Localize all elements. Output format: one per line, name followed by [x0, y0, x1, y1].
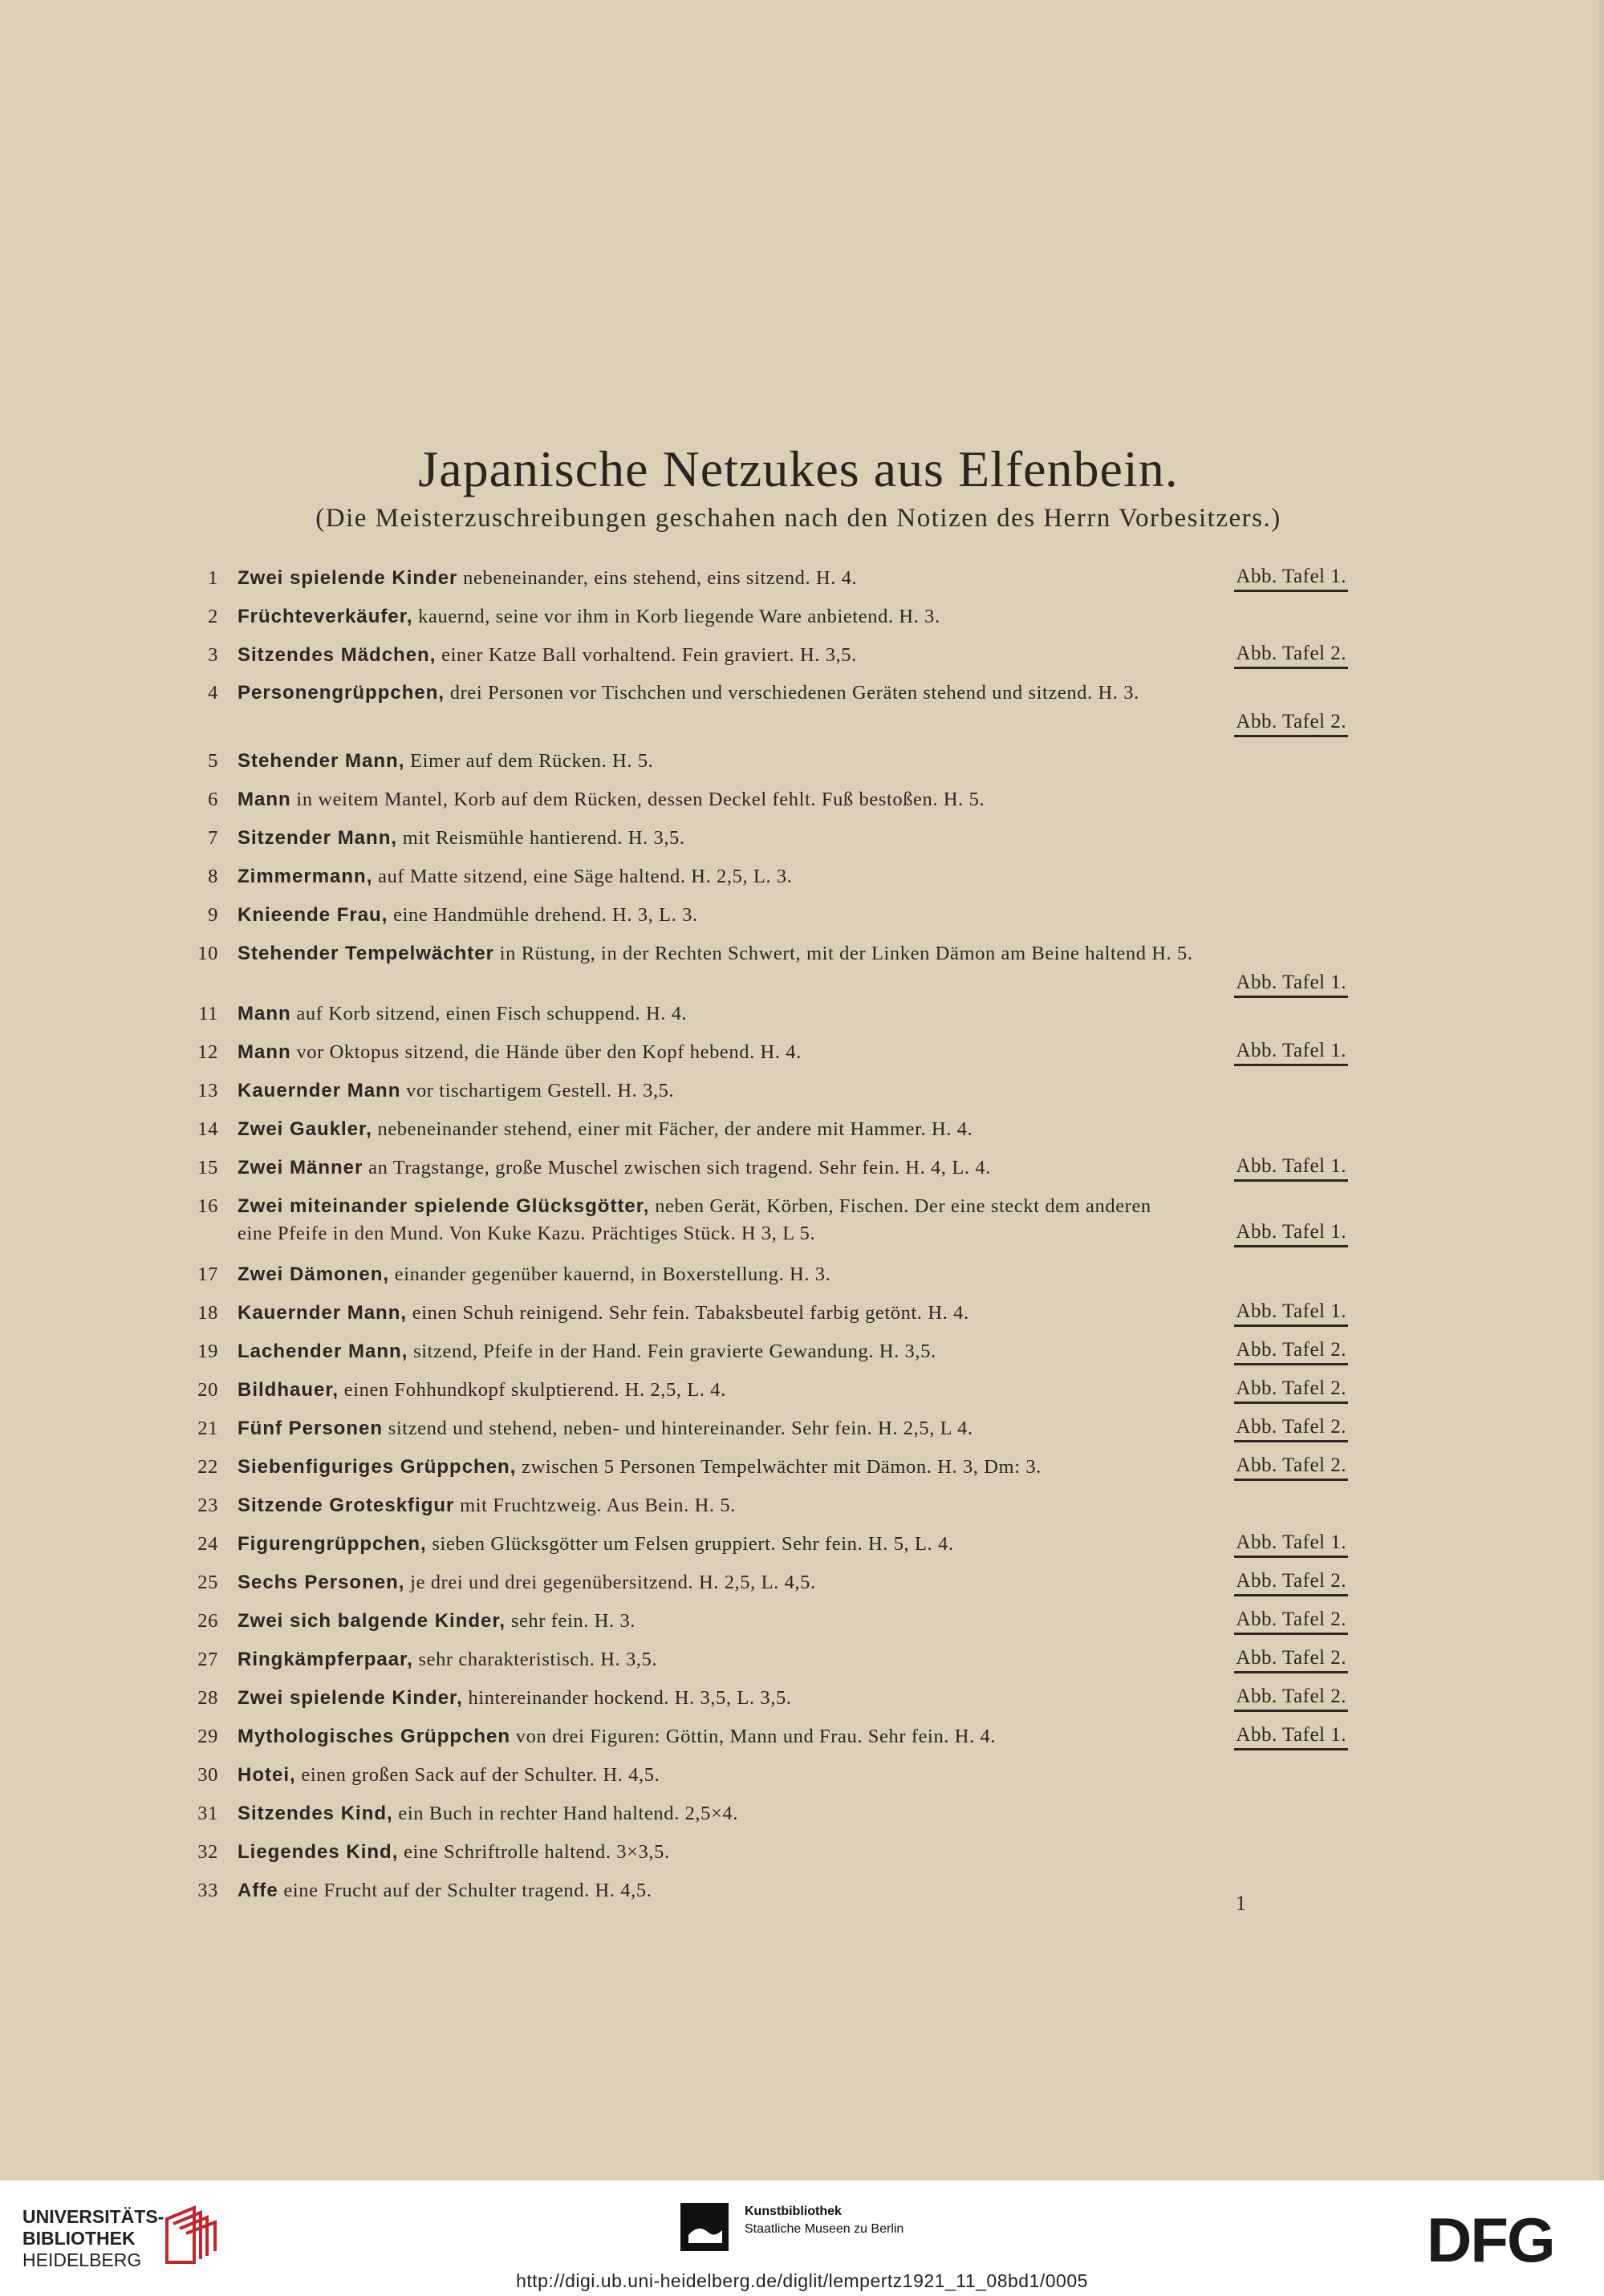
plate-reference: Abb. Tafel 1. [1234, 1724, 1348, 1750]
entry-description: nebeneinander stehend, einer mit Fächer, der andere mit Hammer. H. 4. [377, 1118, 973, 1140]
entry-name: Kauernder Mann, [238, 1302, 408, 1324]
viewer-footer [0, 2180, 1604, 2296]
plate-reference: Abb. Tafel 1. [1234, 1531, 1348, 1558]
plate-reference: Abb. Tafel 1. [1234, 1040, 1348, 1066]
entry-number: 5 [208, 750, 218, 772]
entry-description: von drei Figuren: Göttin, Mann und Frau. Sehr fein. H. 4. [515, 1726, 997, 1747]
entry-name: Sechs Personen, [238, 1572, 405, 1593]
entry-text [238, 941, 1393, 967]
entry-name: Bildhauer, [238, 1379, 339, 1401]
permalink-url[interactable]: http://digi.ub.uni-heidelberg.de/diglit/lempertz1921_11_08bd1/0005 [516, 2270, 1088, 2291]
entry-text [238, 1608, 1393, 1634]
entry-description: einen Schuh reinigend. Sehr fein. Tabaksbeutel farbig getönt. H. 4. [412, 1302, 969, 1324]
entry-text [238, 1416, 1393, 1442]
kb-line-2: Staatliche Museen zu Berlin [745, 2222, 904, 2236]
entry-text [238, 1801, 1393, 1827]
entry-name: Stehender Tempelwächter [238, 943, 494, 964]
entry-name: Fünf Personen [238, 1418, 384, 1439]
entry-description: sitzend, Pfeife in der Hand. Fein gravierte Gewandung. H. 3,5. [413, 1341, 936, 1362]
entry-description: sitzend und stehend, neben- und hintereinander. Sehr fein. H. 2,5, L 4. [388, 1418, 973, 1439]
entry-text [238, 1647, 1393, 1673]
plate-reference: Abb. Tafel 2. [1234, 1377, 1348, 1404]
entry-number: 20 [197, 1379, 218, 1401]
plate-reference: Abb. Tafel 2. [1234, 1570, 1348, 1596]
plate-reference: Abb. Tafel 2. [1234, 711, 1348, 737]
entry-description: an Tragstange, große Muschel zwischen sich tragend. Sehr fein. H. 4, L. 4. [368, 1157, 991, 1178]
dfg-logo[interactable]: DFG [1427, 2205, 1554, 2275]
entry-name: Zwei Dämonen, [238, 1264, 390, 1285]
entry-text [238, 1570, 1393, 1596]
plate-reference: Abb. Tafel 2. [1234, 1339, 1348, 1365]
entry-description: je drei und drei gegenübersitzend. H. 2,5, L. 4,5. [410, 1572, 816, 1593]
entry-description: vor tischartigem Gestell. H. 3,5. [406, 1080, 675, 1101]
page-number: 1 [1236, 1892, 1246, 1915]
entry-number: 10 [197, 943, 218, 964]
plate-reference: Abb. Tafel 1. [1234, 1155, 1348, 1182]
entry-name: Zwei Gaukler, [238, 1118, 372, 1140]
entry-text [238, 1531, 1393, 1557]
entry-description: in Rüstung, in der Rechten Schwert, mit der Linken Dämon am Beine haltend H. 5. [499, 943, 1193, 964]
entry-description: nebeneinander, eins stehend, eins sitzend. H. 4. [463, 567, 858, 589]
kunstbibliothek-label [745, 2203, 904, 2238]
entry-text [238, 604, 1393, 630]
entry-name: Zwei miteinander spielende Glücksgötter, [238, 1195, 650, 1217]
entry-number: 30 [197, 1764, 218, 1786]
entry-text [238, 1840, 1393, 1865]
entry-number: 19 [197, 1341, 218, 1362]
entry-name: Früchteverkäufer, [238, 606, 413, 627]
entry-number: 33 [197, 1880, 218, 1901]
entry-description: eine Schriftrolle haltend. 3×3,5. [404, 1841, 670, 1863]
entry-name: Siebenfiguriges Grüppchen, [238, 1456, 517, 1478]
entry-description: in weitem Mantel, Korb auf dem Rücken, dessen Deckel fehlt. Fuß bestoßen. H. 5. [296, 789, 985, 810]
plate-reference: Abb. Tafel 2. [1234, 1454, 1348, 1481]
plate-reference: Abb. Tafel 2. [1234, 1685, 1348, 1712]
entry-text [238, 1878, 1393, 1904]
entry-description: eine Frucht auf der Schulter tragend. H. 4,5. [283, 1880, 652, 1901]
entry-number: 27 [197, 1649, 218, 1670]
entry-text [238, 680, 1393, 706]
entry-text [238, 566, 1393, 591]
entry-number: 15 [197, 1157, 218, 1178]
entry-number: 32 [197, 1841, 218, 1863]
entry-text [238, 1763, 1393, 1788]
entry-text [238, 1262, 1393, 1288]
entry-text [238, 1194, 1393, 1219]
entry-number: 28 [197, 1687, 218, 1709]
entry-name: Mann [238, 789, 291, 810]
entry-number: 25 [197, 1572, 218, 1593]
uni-logo-line-2: BIBLIOTHEK [22, 2228, 136, 2249]
entry-description: mit Reismühle hantierend. H. 3,5. [402, 827, 685, 849]
entry-text [238, 1493, 1393, 1519]
entry-text [238, 1300, 1393, 1326]
entry-name: Zwei spielende Kinder [238, 567, 458, 589]
entry-name: Hotei, [238, 1764, 296, 1786]
plate-reference: Abb. Tafel 2. [1234, 1647, 1348, 1673]
entry-text [238, 1454, 1393, 1480]
entry-description: sieben Glücksgötter um Felsen gruppiert. Sehr fein. H. 5, L. 4. [432, 1533, 954, 1555]
entry-number: 3 [208, 644, 218, 666]
entry-name: Mann [238, 1003, 291, 1024]
entry-name: Figurengrüppchen, [238, 1533, 427, 1555]
plate-reference: Abb. Tafel 1. [1234, 972, 1348, 998]
entry-name: Zwei Männer [238, 1157, 363, 1178]
entry-description: ein Buch in rechter Hand haltend. 2,5×4. [398, 1803, 738, 1824]
entry-name: Sitzendes Mädchen, [238, 644, 437, 666]
entry-number: 22 [197, 1456, 218, 1478]
entry-name: Knieende Frau, [238, 904, 388, 926]
entry-name: Ringkämpferpaar, [238, 1649, 413, 1670]
entry-number: 14 [197, 1118, 218, 1140]
entry-name: Mythologisches Grüppchen [238, 1726, 511, 1747]
plate-reference: Abb. Tafel 1. [1234, 1221, 1348, 1247]
entry-text [238, 1001, 1393, 1027]
entry-name: Zwei spielende Kinder, [238, 1687, 463, 1709]
entry-number: 6 [208, 789, 218, 810]
entry-name: Liegendes Kind, [238, 1841, 399, 1863]
entry-description: Eimer auf dem Rücken. H. 5. [410, 750, 654, 772]
entry-text [238, 1155, 1393, 1181]
entry-number: 8 [208, 866, 218, 887]
entry-text [238, 787, 1393, 813]
entry-text [238, 864, 1393, 890]
entry-description: hintereinander hockend. H. 3,5, L. 3,5. [468, 1687, 792, 1709]
entry-number: 2 [208, 606, 218, 627]
entry-text [238, 826, 1393, 851]
entry-description: einen großen Sack auf der Schulter. H. 4,5. [301, 1764, 660, 1786]
entry-number: 26 [197, 1610, 218, 1632]
entry-name: Kauernder Mann [238, 1080, 401, 1101]
uni-heidelberg-emblem-icon [162, 2203, 221, 2267]
entry-name: Sitzende Groteskfigur [238, 1495, 455, 1516]
entry-number: 17 [197, 1264, 218, 1285]
entry-number: 4 [208, 682, 218, 704]
entry-name: Stehender Mann, [238, 750, 405, 772]
entry-name: Zwei sich balgende Kinder, [238, 1610, 506, 1632]
entry-description: drei Personen vor Tischchen und verschiedenen Geräten stehend und sitzend. H. 3. [449, 682, 1139, 704]
entry-text [238, 748, 1393, 774]
entry-name: Mann [238, 1041, 291, 1063]
entry-description: auf Korb sitzend, einen Fisch schuppend. H. 4. [296, 1003, 688, 1024]
entry-number: 29 [197, 1726, 218, 1747]
entry-name: Sitzendes Kind, [238, 1803, 393, 1824]
entry-text [238, 1078, 1393, 1104]
page-title: Japanische Netzukes aus Elfenbein. [418, 440, 1179, 497]
entry-description: vor Oktopus sitzend, die Hände über den Kopf hebend. H. 4. [296, 1041, 802, 1063]
entry-description: einander gegenüber kauernd, in Boxerstellung. H. 3. [394, 1264, 831, 1285]
kb-line-1: Kunstbibliothek [745, 2205, 842, 2218]
uni-logo-line-1: UNIVERSITÄTS- [22, 2206, 164, 2227]
entry-number: 16 [197, 1195, 218, 1217]
entry-description: sehr charakteristisch. H. 3,5. [418, 1649, 658, 1670]
entry-number: 24 [197, 1533, 218, 1555]
entry-description: eine Handmühle drehend. H. 3, L. 3. [393, 904, 698, 926]
entry-name: Affe [238, 1880, 278, 1901]
plate-reference: Abb. Tafel 2. [1234, 1416, 1348, 1442]
entry-number: 13 [197, 1080, 218, 1101]
entry-number: 1 [208, 567, 218, 589]
entry-name: Personengrüppchen, [238, 682, 445, 704]
entry-text [238, 1040, 1393, 1065]
page-subtitle: (Die Meisterzuschreibungen geschahen nach den Notizen des Herrn Vorbesitzers.) [315, 504, 1281, 533]
entry-text [238, 903, 1393, 928]
plate-reference: Abb. Tafel 2. [1234, 1608, 1348, 1635]
entry-number: 12 [197, 1041, 218, 1063]
entry-description: zwischen 5 Personen Tempelwächter mit Dämon. H. 3, Dm: 3. [522, 1456, 1042, 1478]
entry-description: neben Gerät, Körben, Fischen. Der eine steckt dem anderen [655, 1195, 1151, 1217]
entry-text [238, 643, 1393, 668]
entry-number: 11 [198, 1003, 218, 1024]
entry-description: mit Fruchtzweig. Aus Bein. H. 5. [460, 1495, 736, 1516]
entry-text [238, 1724, 1393, 1750]
entry-name: Zimmermann, [238, 866, 373, 887]
entry-text [238, 1685, 1393, 1711]
entry-description: auf Matte sitzend, eine Säge haltend. H. 2,5, L. 3. [378, 866, 793, 887]
kunstbibliothek-logo-icon[interactable] [680, 2203, 729, 2251]
entry-text [238, 1377, 1393, 1403]
entry-number: 31 [197, 1803, 218, 1824]
entry-number: 21 [197, 1418, 218, 1439]
university-library-logo[interactable] [22, 2206, 164, 2271]
entry-text [238, 1117, 1393, 1142]
plate-reference: Abb. Tafel 1. [1234, 1300, 1348, 1327]
entry-number: 9 [208, 904, 218, 926]
entry-description: sehr fein. H. 3. [510, 1610, 636, 1632]
entry-number: 7 [208, 827, 218, 849]
entry-name: Sitzender Mann, [238, 827, 398, 849]
uni-logo-line-3: HEIDELBERG [22, 2249, 142, 2270]
entry-description: einen Fohhundkopf skulptierend. H. 2,5, L. 4. [343, 1379, 726, 1401]
entry-number: 18 [197, 1302, 218, 1324]
entry-description: kauernd, seine vor ihm in Korb liegende Ware anbietend. H. 3. [418, 606, 940, 627]
entry-description: einer Katze Ball vorhaltend. Fein graviert. H. 3,5. [441, 644, 857, 666]
entry-name: Lachender Mann, [238, 1341, 408, 1362]
entry-text [238, 1339, 1393, 1365]
entry-description-continued: eine Pfeife in den Mund. Von Kuke Kazu. Prächtiges Stück. H 3, L 5. [238, 1223, 816, 1244]
plate-reference: Abb. Tafel 1. [1234, 566, 1348, 592]
plate-reference: Abb. Tafel 2. [1234, 643, 1348, 669]
entry-number: 23 [197, 1495, 218, 1516]
